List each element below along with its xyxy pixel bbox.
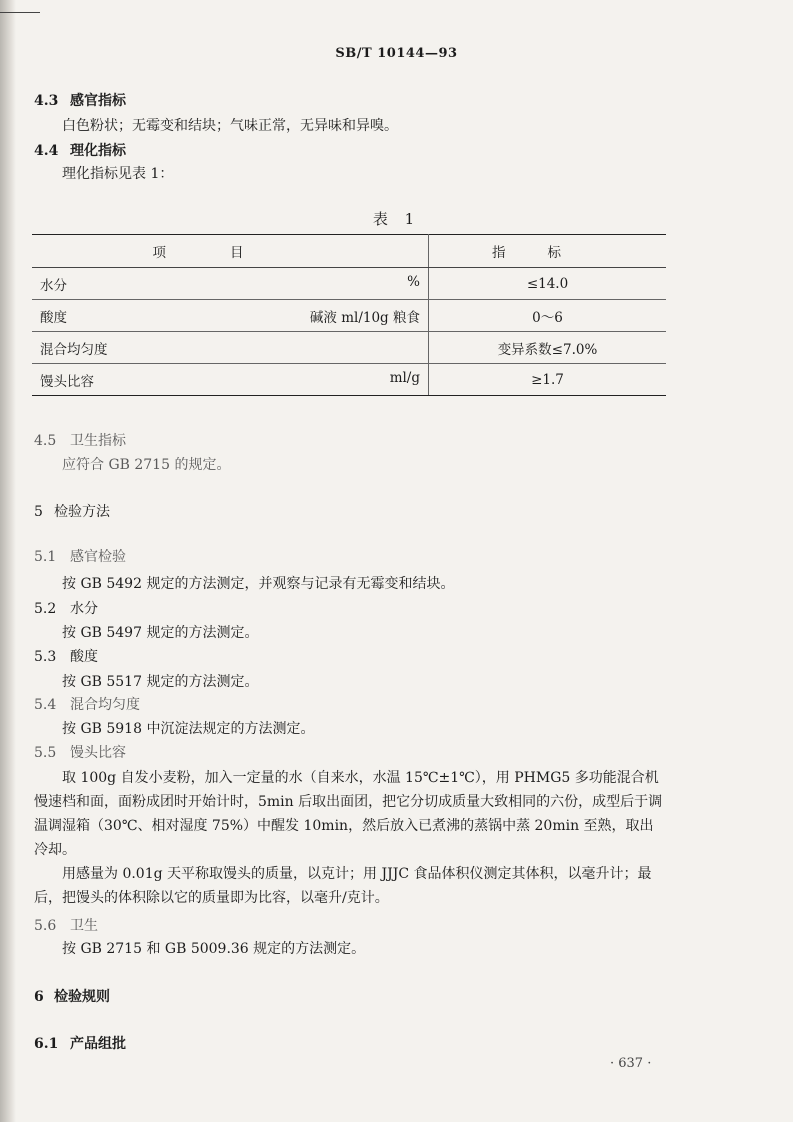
section-title: 感官指标 [70, 93, 126, 109]
section-5-heading [34, 501, 110, 521]
section-title: 感官检验 [70, 549, 126, 565]
section-6-1-heading [34, 1033, 126, 1053]
row-item: 馒头比容 [40, 373, 94, 390]
section-4-4-text: 理化指标见表 1： [62, 166, 174, 182]
table-row [32, 364, 666, 396]
section-title: 酸度 [70, 649, 98, 665]
scan-edge-shadow [0, 0, 16, 1122]
section-4-3-text: 白色粉状；无霉变和结块；气味正常，无异味和异嗅。 [62, 118, 398, 134]
page-number: · 637 · [610, 1056, 652, 1071]
row-unit: ml/g [389, 369, 420, 386]
table-row [32, 332, 666, 364]
section-5-1-heading [34, 546, 126, 566]
section-title: 产品组批 [70, 1036, 126, 1052]
row-item: 水分 [40, 277, 67, 294]
section-4-5-text: 应符合 GB 2715 的规定。 [62, 457, 231, 473]
row-value: ≥1.7 [429, 364, 667, 396]
section-6-heading [34, 986, 110, 1006]
section-title: 卫生指标 [70, 433, 126, 449]
section-4-3-heading [34, 90, 126, 110]
section-5-4-heading [34, 694, 140, 714]
section-5-3-text: 按 GB 5517 规定的方法测定。 [62, 674, 259, 690]
section-number: 5.5 [34, 745, 57, 761]
section-number: 5.2 [34, 601, 57, 617]
row-item: 混合均匀度 [40, 341, 108, 358]
spec-table [32, 234, 666, 396]
section-5-4-text: 按 GB 5918 中沉淀法规定的方法测定。 [62, 721, 315, 737]
table-title: 表 1 [372, 210, 421, 228]
section-5-1-text: 按 GB 5492 规定的方法测定，并观察与记录有无霉变和结块。 [62, 576, 455, 592]
top-rule [0, 12, 40, 13]
section-5-5-heading [34, 742, 126, 762]
table-header-row [32, 235, 666, 268]
section-number: 6 [34, 989, 44, 1005]
table-row [32, 300, 666, 332]
row-item: 酸度 [40, 309, 67, 326]
section-number: 4.4 [34, 143, 59, 159]
table-row [32, 268, 666, 300]
section-5-2-heading [34, 598, 98, 618]
section-title: 卫生 [70, 918, 98, 934]
section-number: 4.5 [34, 433, 57, 449]
section-5-2-text: 按 GB 5497 规定的方法测定。 [62, 625, 259, 641]
section-number: 5 [34, 504, 43, 520]
section-4-5-heading [34, 430, 126, 450]
section-title: 检验规则 [54, 989, 110, 1005]
section-title: 检验方法 [54, 504, 110, 520]
page-header: SB/T 10144—93 [335, 46, 458, 61]
section-5-5-paragraph-2: 用感量为 0.01g 天平称取馒头的质量，以克计；用 JJJC 食品体积仪测定其体积，以毫升计；最后，把馒头的体积除以它的质量即为比容，以毫升/克计。 [34, 866, 652, 906]
row-value: 0～6 [429, 300, 667, 332]
section-title: 混合均匀度 [70, 697, 140, 713]
header-item: 项目 [32, 235, 429, 268]
row-unit: 碱液 ml/10g 粮食 [309, 309, 420, 326]
section-number: 5.3 [34, 649, 57, 665]
section-5-5-paragraph-1: 取 100g 自发小麦粉，加入一定量的水（自来水，水温 15℃±1℃），用 PHMG5 多功能混合机慢速档和面，面粉成团时开始计时，5min 后取出面团，把它分切成质量大致相同的六份，成型后于调温调湿箱（30℃、相对湿度 75%）中醒发 10min，然后放入已煮沸的蒸锅中蒸 20min 至熟，取出冷却。 [34, 770, 663, 858]
section-4-4-heading [34, 140, 126, 160]
section-title: 理化指标 [70, 143, 126, 159]
section-5-6-text: 按 GB 2715 和 GB 5009.36 规定的方法测定。 [62, 941, 366, 957]
section-number: 4.3 [34, 93, 59, 109]
section-number: 5.1 [34, 549, 57, 565]
header-index: 指标 [429, 235, 667, 268]
section-5-3-heading [34, 646, 98, 666]
section-number: 6.1 [34, 1036, 59, 1052]
section-5-6-heading [34, 915, 98, 935]
row-value: ≤14.0 [429, 268, 667, 300]
row-value: 变异系数≤7.0% [429, 332, 667, 364]
section-title: 馒头比容 [70, 745, 126, 761]
section-number: 5.6 [34, 918, 57, 934]
section-title: 水分 [70, 601, 98, 617]
section-number: 5.4 [34, 697, 57, 713]
row-unit: % [407, 273, 420, 290]
